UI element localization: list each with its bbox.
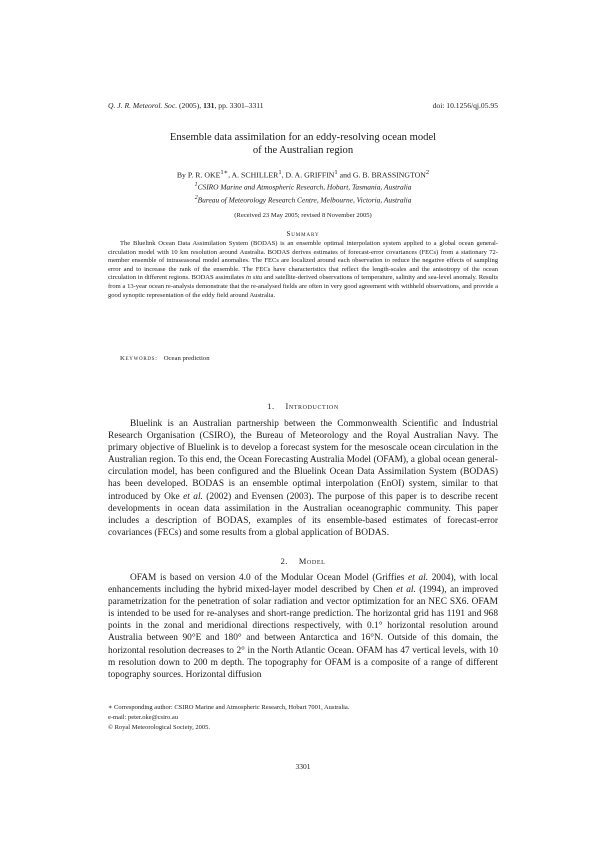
author-4-mark: 2 <box>425 169 430 176</box>
author-3-mark: 1 <box>334 169 338 176</box>
journal-name: Q. J. R. Meteorol. Soc. <box>108 101 178 110</box>
abstract-in-situ: in situ <box>245 274 263 282</box>
author-3: , D. A. GRIFFIN <box>281 170 335 180</box>
section-2-paragraph <box>108 572 498 681</box>
journal-pages: , pp. 3301–3311 <box>214 101 264 110</box>
author-list <box>108 167 498 181</box>
summary-heading: Summary <box>286 230 320 238</box>
title-line-2: of the Australian region <box>252 145 354 156</box>
s1-text-2: (2002) and Evensen (2003). The purpose of this paper is to describe recent developments in ocean data assimilation in the Australian oceanographic community. This paper includes a description of BODAS, examples of its ensemble-based estimates of forecast-error covariances (FECs) and some results from a global application of BODAS. <box>108 491 498 538</box>
affiliation-1 <box>108 180 498 193</box>
journal-year: (2005), <box>179 101 202 110</box>
section-1-heading <box>108 402 498 411</box>
abstract-part-2: and satellite-derived observations of temperature, salinity and sea-level anomaly. Results from a 13-year ocean re-analysis demonstrate that the re-analysed fields are often in very good agreement with withheld observations, and provide a good synoptic representation of the eddy field around Australia. <box>108 274 498 299</box>
section-1-number: 1. <box>267 402 275 411</box>
s2-et-al-1: et al. <box>408 573 429 583</box>
affiliation-2 <box>108 193 498 206</box>
paper-title <box>108 131 498 157</box>
section-1-paragraph <box>108 418 498 539</box>
author-2: , A. SCHILLER <box>228 170 279 180</box>
s2-et-al-2: et al. <box>396 585 416 596</box>
affiliation-2-text: Bureau of Meteorology Research Centre, Melbourne, Victoria, Australia <box>197 195 412 205</box>
doi: doi: 10.1256/qj.05.95 <box>432 101 498 110</box>
section-2-heading <box>108 557 498 566</box>
footnote-corresponding: ∗ Corresponding author: CSIRO Marine and Atmospheric Research, Hobart 7001, Australia. <box>108 704 350 711</box>
by-prefix: By <box>176 170 186 180</box>
author-4: and G. B. BRASSINGTON <box>337 170 426 180</box>
page-number: 3301 <box>295 762 311 771</box>
footnote-email: e-mail: peter.oke@csiro.au <box>108 714 179 721</box>
affiliation-2-mark: 2 <box>194 194 198 201</box>
footnote-copyright: © Royal Meteorological Society, 2005. <box>108 724 210 731</box>
author-2-mark: 1 <box>278 169 282 176</box>
affiliations <box>108 180 498 206</box>
affiliation-1-text: CSIRO Marine and Atmospheric Research, Hobart, Tasmania, Australia <box>197 182 412 192</box>
author-1: P. R. OKE <box>187 170 221 180</box>
journal-citation <box>108 101 264 110</box>
s1-text-1: Bluelink is an Australian partnership between the Commonwealth Scientific and Industrial Research Organisation (CSIRO), the Bureau of Meteorology and the Royal Australian Navy. The primary objective of Bluelink is to develop a forecast system for the mesoscale ocean circulation in the Australian region. To this end, the Ocean Forecasting Australia Model (OFAM), a global ocean general-circulation model, has been configured and the Bluelink Ocean Data Assimilation System (BODAS) has been developed. BODAS is an ensemble optimal interpolation (EnOI) system, similar to that introduced by Oke <box>108 419 498 502</box>
keywords-value: Ocean prediction <box>163 355 210 362</box>
keywords <box>120 355 498 362</box>
s1-et-al: et al. <box>183 491 203 502</box>
journal-volume: 131 <box>203 101 215 110</box>
s2-text-1: OFAM is based on version 4.0 of the Modular Ocean Model (Griffies <box>130 573 409 583</box>
abstract <box>108 240 498 300</box>
section-2-number: 2. <box>280 557 289 566</box>
keywords-label: Keywords: <box>120 355 158 362</box>
title-line-1: Ensemble data assimilation for an eddy-resolving ocean model <box>169 132 437 143</box>
author-1-mark: 1∗ <box>220 169 229 176</box>
s2-text-2: 2004), with local enhancements including the hybrid mixed-layer model described by Chen <box>108 573 498 596</box>
affiliation-1-mark: 1 <box>194 182 198 188</box>
footnotes <box>108 703 498 733</box>
s2-text-3: (1994), an improved parametrization for the penetration of solar radiation and vector optimization for an NEC SX6. OFAM is intended to be used for re-analyses and short-range prediction. The horizontal grid has 1191 and 968 points in the zonal and meridional directions respectively, with 0.1° horizontal resolution around Australia between 90°E and 180° and between Antarctica and 16°N. Outside of this domain, the horizontal resolution decreases to 2° in the North Atlantic Ocean. OFAM has 47 vertical levels, with 10 m resolution down to 200 m depth. The topography for OFAM is a composite of a range of different topography sources. Horizontal diffusion <box>108 585 498 680</box>
received-dates: (Received 23 May 2005; revised 8 November 2005) <box>234 212 372 219</box>
section-1-title: Introduction <box>285 402 339 411</box>
abstract-part-1: The Bluelink Ocean Data Assimilation System (BODAS) is an ensemble optimal interpolation system applied to a global ocean general-circulation model with 10 km resolution around Australia. BODAS derives estimates of forecast-error covariances (FECs) from a stationary 72-member ensemble of intraseasonal model anomalies. The FECs are localized around each observation to reduce the negative effects of sampling error and to increase the rank of the ensemble. The FECs have characteristics that reflect the length-scales and the anisotropy of the ocean circulation in different regions. BODAS assimilates <box>108 240 498 282</box>
section-2-title: Model <box>298 557 326 566</box>
running-header <box>108 101 498 113</box>
